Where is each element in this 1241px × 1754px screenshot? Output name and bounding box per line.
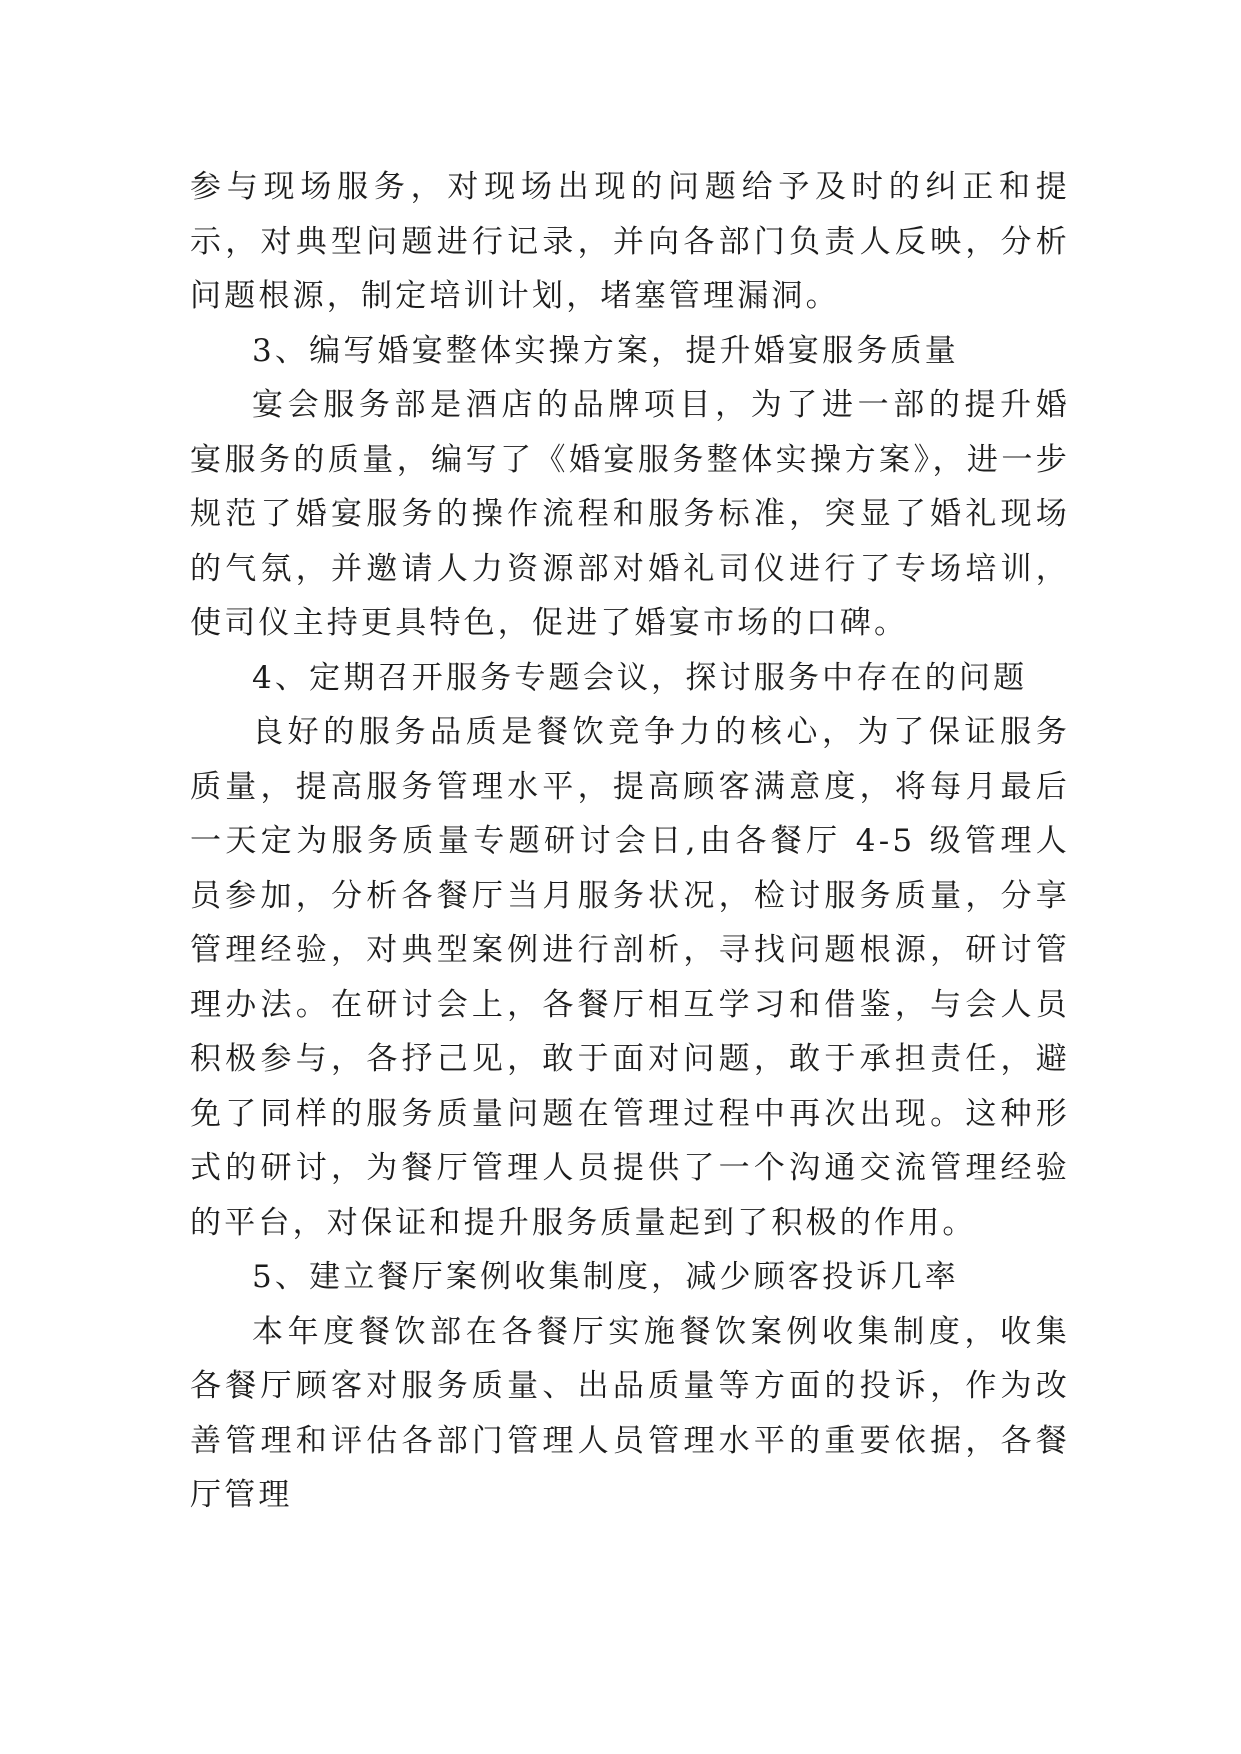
document-body [190, 160, 1070, 1523]
section-heading-5: 5、建立餐厅案例收集制度，减少顾客投诉几率 [252, 1259, 959, 1295]
section-heading-3: 3、编写婚宴整体实操方案，提升婚宴服务质量 [252, 332, 959, 369]
body-paragraph-service-meetings: 良好的服务品质是餐饮竞争力的核心，为了保证服务质量，提高服务管理水平，提高顾客满意度，将每月最后一天定为服务质量专题研讨会日,由各餐厅 4-5 级管理人员参加，分析各餐厅当月服务状况，检讨服务质量，分享管理经验，对典型案例进行剖析，寻找问题根源，研讨管理办法。在研讨会上，各餐厅相互学习和借鉴，与会人员积极参与，各抒己见，敢于面对问题，敢于承担责任，避免了同样的服务质量问题在管理过程中再次出现。这种形式的研讨，为餐厅管理人员提供了一个沟通交流管理经验的平台，对保证和提升服务质量起到了积极的作用。 [190, 714, 1070, 1241]
body-paragraph-continuation: 参与现场服务，对现场出现的问题给予及时的纠正和提示，对典型问题进行记录，并向各部门负责人反映，分析问题根源，制定培训计划，堵塞管理漏洞。 [190, 169, 1070, 314]
body-paragraph-wedding-banquet: 宴会服务部是酒店的品牌项目，为了进一部的提升婚宴服务的质量，编写了《婚宴服务整体实操方案》，进一步规范了婚宴服务的操作流程和服务标准，突显了婚礼现场的气氛，并邀请人力资源部对婚礼司仪进行了专场培训，使司仪主持更具特色，促进了婚宴市场的口碑。 [190, 387, 1070, 641]
body-paragraph-case-collection: 本年度餐饮部在各餐厅实施餐饮案例收集制度，收集各餐厅顾客对服务质量、出品质量等方面的投诉，作为改善管理和评估各部门管理人员管理水平的重要依据，各餐厅管理 [190, 1313, 1070, 1513]
section-heading-4: 4、定期召开服务专题会议，探讨服务中存在的问题 [252, 659, 1028, 696]
